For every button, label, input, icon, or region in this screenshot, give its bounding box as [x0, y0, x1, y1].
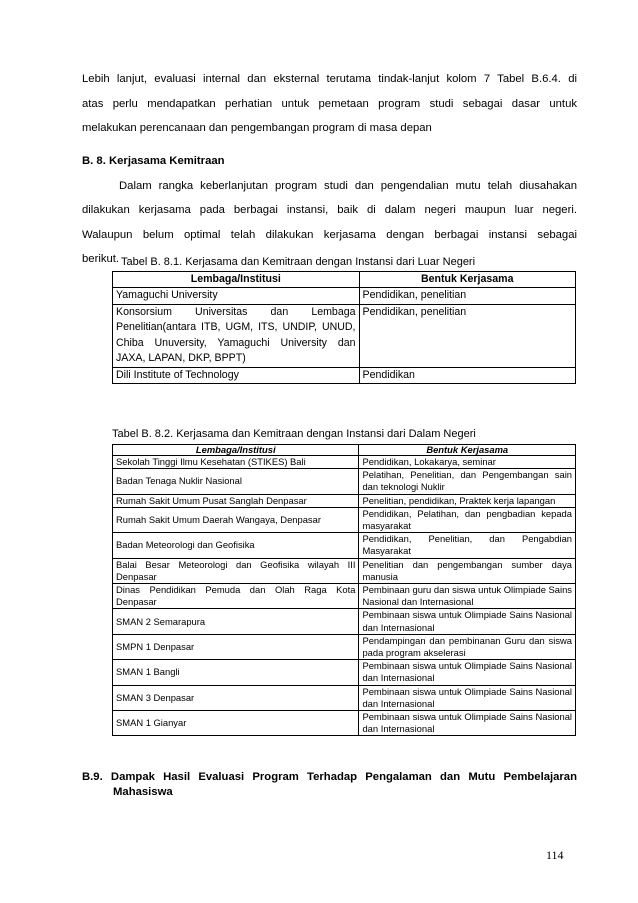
- section-heading-b8: B. 8. Kerjasama Kemitraan: [82, 155, 225, 167]
- table-row: [113, 711, 576, 736]
- institution-cell: SMAN 1 Gianyar: [113, 711, 359, 736]
- section-heading-b9: B.9. Dampak Hasil Evaluasi Program Terhadap Pengalaman dan Mutu Pembelajaran: [82, 771, 577, 783]
- institution-cell: SMAN 2 Semarapura: [113, 609, 359, 634]
- column-header: Lembaga/Institusi: [113, 272, 360, 288]
- institution-cell: Konsorsium Universitas dan Lembaga Penelitian(antara ITB, UGM, ITS, UNDIP, UNUD, Chiba Unuversity, Yamaguchi University dan JAXA, LAPAN, DKP, BPPT): [113, 304, 360, 367]
- cooperation-cell: Pendidikan, Lokakarya, seminar: [359, 456, 576, 469]
- table-row: [113, 685, 576, 710]
- table-row: [113, 456, 576, 469]
- intro-line-1: Lebih lanjut, evaluasi internal dan eksternal terutama tindak-lanjut kolom 7 Tabel B.6.4. di: [82, 73, 577, 85]
- institution-cell: Dinas Pendidikan Pemuda dan Olah Raga Kota Denpasar: [113, 584, 359, 609]
- column-header: Lembaga/Institusi: [113, 445, 359, 456]
- institution-cell: Rumah Sakit Umum Pusat Sanglah Denpasar: [113, 494, 359, 507]
- table-row: [113, 558, 576, 583]
- institution-cell: Dili Institute of Technology: [113, 367, 360, 383]
- cooperation-cell: Pendidikan, penelitian: [359, 304, 576, 367]
- institution-cell: SMPN 1 Denpasar: [113, 634, 359, 659]
- table-row: [113, 533, 576, 558]
- cooperation-cell: Penelitian dan pengembangan sumber daya manusia: [359, 558, 576, 583]
- institution-cell: Badan Tenaga Nuklir Nasional: [113, 469, 359, 494]
- table-row: [113, 584, 576, 609]
- cooperation-cell: Pendidikan, Penelitian, dan Pengabdian Masyarakat: [359, 533, 576, 558]
- institution-cell: Sekolah Tinggi Ilmu Kesehatan (STIKES) Bali: [113, 456, 359, 469]
- table-domestic-partners: [112, 444, 576, 736]
- cooperation-cell: Pembinaan siswa untuk Olimpiade Sains Nasional dan Internasional: [359, 609, 576, 634]
- table2-caption: Tabel B. 8.2. Kerjasama dan Kemitraan dengan Instansi dari Dalam Negeri: [112, 428, 476, 440]
- column-header: Bentuk Kerjasama: [359, 272, 576, 288]
- table-row: [113, 304, 576, 367]
- cooperation-cell: Pembinaan siswa untuk Olimpiade Sains Nasional dan Internasional: [359, 711, 576, 736]
- b8-line-3: Walaupun belum optimal telah dilakukan kerjasama dengan berbagai instansi sebagai: [82, 229, 577, 241]
- table-row: [113, 660, 576, 685]
- table-row: [113, 367, 576, 383]
- cooperation-cell: Pendidikan: [359, 367, 576, 383]
- institution-cell: Balai Besar Meteorologi dan Geofisika wilayah III Denpasar: [113, 558, 359, 583]
- institution-cell: SMAN 1 Bangli: [113, 660, 359, 685]
- table-row: [113, 609, 576, 634]
- institution-cell: Rumah Sakit Umum Daerah Wangaya, Denpasar: [113, 507, 359, 532]
- institution-cell: Badan Meteorologi dan Geofisika: [113, 533, 359, 558]
- page-number: 114: [546, 848, 564, 862]
- table-row: [113, 469, 576, 494]
- cooperation-cell: Pendidikan, Pelatihan, dan pengbadian kepada masyarakat: [359, 507, 576, 532]
- column-header: Bentuk Kerjasama: [359, 445, 576, 456]
- table-row: [113, 288, 576, 304]
- b8-line-4: berikut.: [82, 253, 120, 265]
- institution-cell: SMAN 3 Denpasar: [113, 685, 359, 710]
- table-row: [113, 634, 576, 659]
- table-row: [113, 507, 576, 532]
- table-header-row: [113, 272, 576, 288]
- cooperation-cell: Pelatihan, Penelitian, dan Pengembangan sain dan teknologi Nuklir: [359, 469, 576, 494]
- intro-line-3: melakukan perencanaan dan pengembangan program di masa depan: [82, 122, 432, 134]
- institution-cell: Yamaguchi University: [113, 288, 360, 304]
- cooperation-cell: Pendidikan, penelitian: [359, 288, 576, 304]
- b8-line-1: Dalam rangka keberlanjutan program studi dan pengendalian mutu telah diusahakan: [119, 180, 577, 192]
- cooperation-cell: Pembinaan siswa untuk Olimpiade Sains Nasional dan Internasional: [359, 685, 576, 710]
- section-heading-b9-cont: Mahasiswa: [113, 786, 173, 798]
- cooperation-cell: Pendampingan dan pembinanan Guru dan siswa pada program akselerasi: [359, 634, 576, 659]
- table-foreign-partners: [112, 271, 576, 384]
- table-header-row: [113, 445, 576, 456]
- cooperation-cell: Pembinaan guru dan siswa untuk Olimpiade Sains Nasional dan Internasional: [359, 584, 576, 609]
- cooperation-cell: Penelitian, pendidikan, Praktek kerja lapangan: [359, 494, 576, 507]
- table1-caption: Tabel B. 8.1. Kerjasama dan Kemitraan dengan Instansi dari Luar Negeri: [121, 256, 476, 268]
- b8-line-2: dilakukan kerjasama pada berbagai instansi, baik di dalam negeri maupun luar negeri.: [82, 204, 577, 216]
- cooperation-cell: Pembinaan siswa untuk Olimpiade Sains Nasional dan Internasional: [359, 660, 576, 685]
- table-row: [113, 494, 576, 507]
- intro-line-2: atas perlu mendapatkan perhatian untuk pemetaan program studi sebagai dasar untuk: [82, 98, 577, 110]
